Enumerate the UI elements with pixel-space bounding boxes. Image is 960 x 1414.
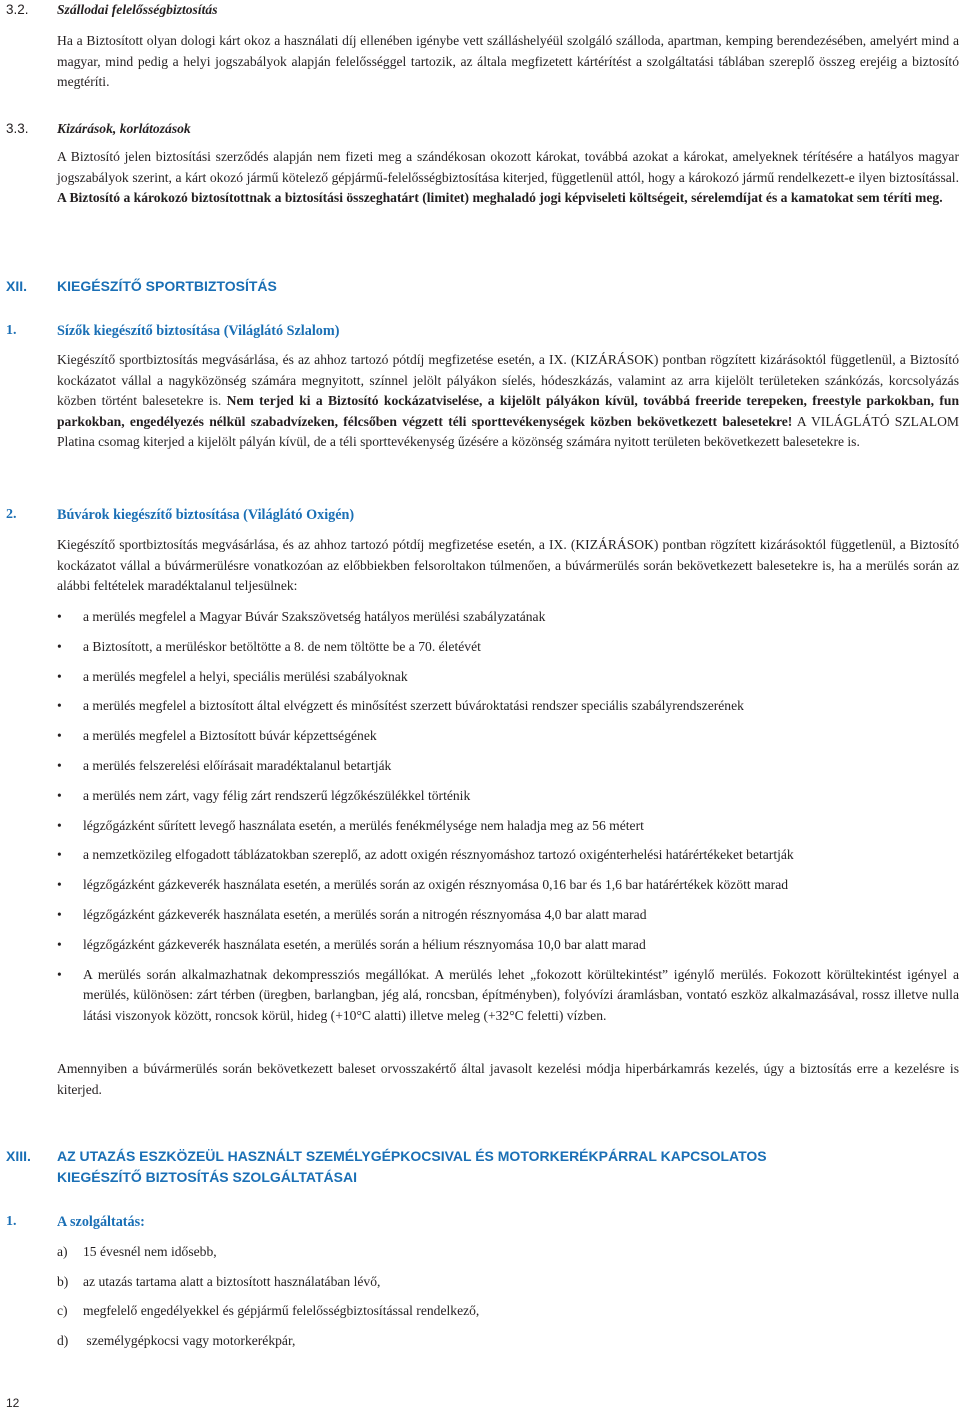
list-item — [57, 1301, 479, 1331]
paragraph-text: A VILÁGLÁTÓ SZLALOM Platina csomag kiterjed a kijelölt pályán kívül, de a téli sporttevékenység űzésére a közönség számára nyitott területen bekövetkezett balesetekre is. — [57, 413, 959, 450]
list-item: • a merülés megfelel a Biztosított búvár képzettségének — [57, 726, 959, 747]
subsection-number: 1. — [6, 323, 17, 338]
subsection-paragraph: Kiegészítő sportbiztosítás megvásárlása, és az ahhoz tartozó pótdíj megfizetése esetén, a IX. (KIZÁRÁSOK) pontban rögzített kizárásoktól függetlenül, a Biztosító kockázatot vállal a búvármerülésre vonatkozóan az előbbiekben felsoroltakon túlmenően, a búvármerülés során bekövetkezett balesetekre is, ha a merülés során az alábbi feltételek maradéktalanul teljesülnek: — [57, 537, 959, 593]
list-item: • a merülés felszerelési előírásait maradéktalanul betartják — [57, 756, 959, 777]
list-item: • a merülés nem zárt, vagy félig zárt rendszerű légzőkészülékkel történik — [57, 786, 959, 807]
page-number: 12 — [6, 1396, 20, 1410]
list-item-text: megfelelő engedélyekkel és gépjármű felelősségbiztosítással rendelkező, — [83, 1303, 480, 1319]
list-item-label: d) — [57, 1332, 69, 1348]
list-item-label: c) — [57, 1303, 68, 1319]
section-paragraph — [57, 147, 959, 209]
list-item-label: b) — [57, 1273, 69, 1289]
chapter-title: KIEGÉSZÍTŐ SPORTBIZTOSÍTÁS — [57, 278, 277, 294]
list-item — [57, 1242, 479, 1272]
paragraph-bold-text: Nem terjed ki a Biztosító kockázatviselése, a kijelölt pályákon kívül, továbbá freeride terepeken, freestyle parkokban, fun parkokban, engedélyezés nélkül szabadvízeken, félcsőben végzett téli sporttevékenységek közben bekövetkezett balesetekre! — [57, 393, 960, 429]
list-item: • légzőgázként gázkeverék használata esetén, a merülés során a hélium résznyomása 10,0 bar alatt marad — [57, 935, 959, 956]
chapter-title — [57, 1146, 957, 1187]
subsection-paragraph — [57, 350, 959, 453]
list-item: • a merülés megfelel a helyi, speciális merülési szabályoknak — [57, 667, 959, 688]
list-item: • a merülés megfelel a Magyar Búvár Szakszövetség hatályos merülési szabályzatának — [57, 607, 959, 628]
list-item: • a nemzetközileg elfogadott táblázatokban szereplő, az adott oxigén résznyomáshoz tartozó oxigénterhelési határértékeket betartják — [57, 845, 959, 866]
chapter-title-line: KIEGÉSZÍTŐ BIZTOSÍTÁS SZOLGÁLTATÁSAI — [57, 1168, 357, 1185]
chapter-title-line: AZ UTAZÁS ESZKÖZEÜL HASZNÁLT SZEMÉLYGÉPKOCSIVAL ÉS MOTORKERÉKPÁRRAL KAPCSOLATOS — [57, 1148, 767, 1164]
paragraph-text: A Biztosító jelen biztosítási szerződés alapján nem fizeti meg a szándékosan okozott károkat, továbbá azokat a károkat, amelyeknek térítésére a hatályos magyar jogszabályok szerint, a kárt okozó jármű kötelező gépjármű-felelősségbiztosítása kiterjed, függetlenül attól, hogy a károkozó jármű rendelkezett-e ilyen biztosítással. — [57, 149, 959, 185]
section-title: Szállodai felelősségbiztosítás — [57, 2, 218, 17]
section-number: 3.3. — [6, 121, 29, 136]
paragraph-text: Kiegészítő sportbiztosítás megvásárlása, és az ahhoz tartozó pótdíj megfizetése esetén, a IX. (KIZÁRÁSOK) pontban rögzített kizárásoktól függetlenül, a Biztosító kockázatot vállal a nagyközönség számára megnyitott, színnel jelölt pályákon síelés, hódeszkázás, valamint az arra kijelölt területeken szánkózás, korcsolyázás közben történt balesetekre is. — [57, 352, 959, 409]
chapter-number: XIII. — [6, 1148, 31, 1164]
list-item — [57, 1272, 479, 1302]
list-item — [57, 1331, 479, 1361]
list-item-text: az utazás tartama alatt a biztosított használatában lévő, — [83, 1273, 381, 1289]
subsection-title: A szolgáltatás: — [57, 1214, 145, 1230]
list-item: • légzőgázként gázkeverék használata esetén, a merülés során a nitrogén résznyomása 4,0 bar alatt marad — [57, 905, 959, 926]
subsection-number: 1. — [6, 1214, 17, 1229]
list-item: • légzőgázként gázkeverék használata esetén, a merülés során az oxigén résznyomása 0,16 bar és 1,6 bar határértékek között marad — [57, 875, 959, 896]
list-item: • a Biztosított, a merüléskor betöltötte a 8. de nem töltötte be a 70. életévét — [57, 637, 959, 658]
list-item: • légzőgázként sűrített levegő használata esetén, a merülés fenékmélysége nem haladja meg az 56 métert — [57, 816, 959, 837]
section-title: Kizárások, korlátozások — [57, 121, 191, 136]
conditions-list — [57, 607, 959, 1035]
service-list — [57, 1242, 479, 1360]
list-item-text: 15 évesnél nem idősebb, — [83, 1244, 217, 1259]
subsection-title: Búvárok kiegészítő biztosítása (Világlátó Oxigén) — [57, 507, 355, 523]
section-paragraph: Ha a Biztosított olyan dologi kárt okoz a használati díj ellenében igénybe vett szálláshelyéül szolgáló szálloda, apartman, kemping berendezésében, amelyért mind a magyar, mind pedig a helyi jogszabályok alapján felelősséggel tartozik, az általa megfizetett kártérítést a szolgáltatási táblában szereplő összeg erejéig a biztosító megtéríti. — [57, 33, 959, 89]
list-item: • A merülés során alkalmazhatnak dekompressziós megállókat. A merülés lehet „fokozott körültekintést” igénylő merülés. Fokozott körültekintést igényel a merülés, különösen: zárt térben (üregben, barlangban, jég alá, roncsban, építményben), folyóvízi áramlásban, vontató eszköz alkalmazásával, rossz illetve nulla látási viszonyok között, roncsok körül, hideg (+10°C alatti) illetve meleg (+32°C feletti) vízben. — [57, 965, 959, 1027]
subsection-number: 2. — [6, 507, 17, 522]
list-item: • a merülés megfelel a biztosított által elvégzett és minősítést szerzett búvároktatási rendszer speciális szabályrendszerének — [57, 696, 959, 717]
paragraph-bold-text: A Biztosító a károkozó biztosítottnak a biztosítási összeghatárt (limitet) meghaladó jogi képviseleti költségeit, sérelemdíjat és a kamatokat sem téríti meg. — [57, 190, 943, 205]
section-number: 3.2. — [6, 2, 29, 17]
chapter-number: XII. — [6, 278, 28, 294]
list-item-text: személygépkocsi vagy motorkerékpár, — [83, 1332, 296, 1348]
subsection-title: Sízők kiegészítő biztosítása (Világlátó Szlalom) — [57, 323, 340, 339]
list-item-label: a) — [57, 1244, 68, 1259]
subsection-paragraph: Amennyiben a búvármerülés során bekövetkezett baleset orvosszakértő által javasolt kezelési módja hiperbárkamrás kezelés, úgy a biztosítás erre a kezelésre is kiterjed. — [57, 1061, 959, 1097]
